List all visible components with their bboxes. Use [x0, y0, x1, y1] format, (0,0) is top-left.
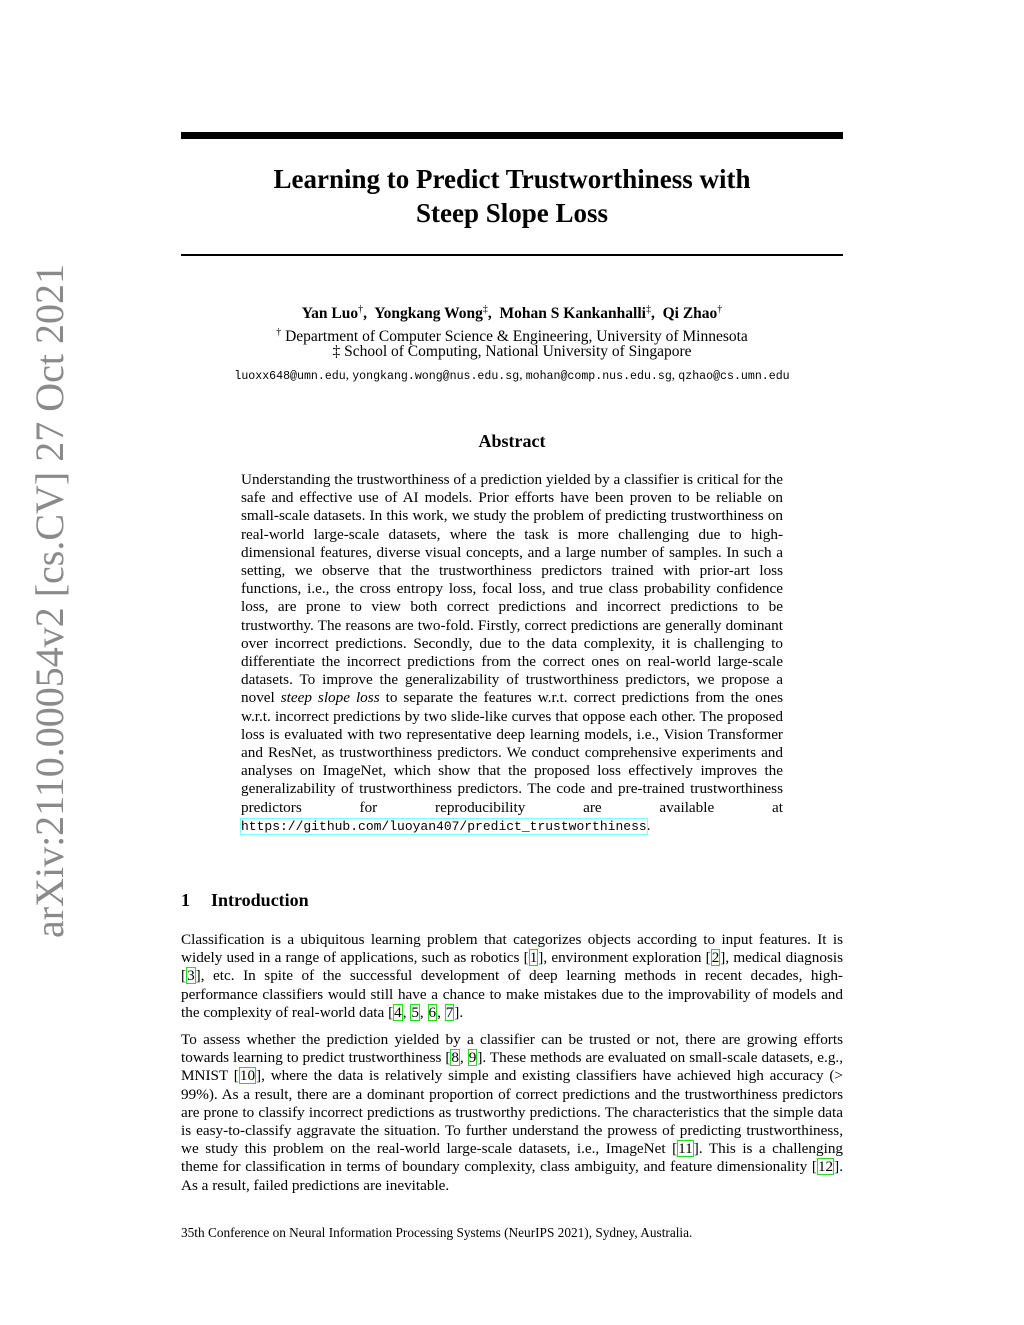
paragraph-text: To assess whether the prediction yielded by a classifier can be trusted or not, there are growing efforts towards learning to predict trustworthiness [: [181, 1031, 843, 1067]
paper-title: [181, 162, 843, 230]
paragraph-text: ], etc. In spite of the successful development of deep learning methods in recent decades, high-performance classifiers would still have a chance to make mistakes due to the improvability of models and the complexity of real-world data [: [181, 967, 843, 1021]
paragraph-text: ]. This is a challenging theme for classification in terms of boundary complexity, class ambiguity, and feature dimensionality [: [181, 1140, 844, 1176]
section-number: 1: [181, 890, 190, 910]
paragraph-text: ]. As a result, failed predictions are inevitable.: [181, 1158, 843, 1194]
abstract-heading: Abstract: [478, 431, 546, 451]
abstract-text: Understanding the trustworthiness of a prediction yielded by a classifier is critical for the safe and effective use of AI models. Prior efforts have been proven to be reliable on small-scale datasets. In this work, we study the problem of predicting trustworthiness on real-world large-scale datasets, where the task is more challenging due to high-dimensional features, diverse visual concepts, and a large number of samples. In such a setting, we observe that the trustworthiness predictors trained with prior-art loss functions, i.e., the cross entropy loss, focal loss, and true class probability confidence loss, are prone to view both correct predictions and incorrect predictions to be trustworthy. The reasons are two-fold. Firstly, correct predictions are generally dominant over incorrect predictions. Secondly, due to the data complexity, it is challenging to differentiate the incorrect predictions from the correct ones on real-world large-scale datasets. To improve the generalizability of trustworthiness predictors, we propose a novel: [241, 471, 783, 707]
author-emails: luoxx648@umn.edu, yongkang.wong@nus.edu.sg, mohan@comp.nus.edu.sg, qzhao@cs.umn.edu: [234, 367, 790, 383]
affiliation-singapore: [181, 342, 843, 362]
citation-link[interactable]: 3: [187, 967, 195, 985]
citation-link[interactable]: 10: [239, 1067, 256, 1085]
title-bottom-rule: [181, 254, 843, 256]
intro-paragraph-2: To assess whether the prediction yielded by a classifier can be trusted or not, there are growing efforts towards learning to predict trustworthiness [8, 9]. These methods are evaluated on small-scale datasets, e.g., MNIST [10], where the data is relatively simple and existing classifiers have achieved high accuracy (> 99%). As a result, there are a dominant proportion of correct predictions and the trustworthiness predictors are prone to classify incorrect predictions as trustworthy predictions. The characteristics that the simple data is easy-to-classify aggravate the situation. To further understand the prowess of predicting trustworthiness, we study this problem on the real-world large-scale datasets, i.e., ImageNet [11]. This is a challenging theme for classification in terms of boundary complexity, class ambiguity, and feature dimensionality [12]. As a result, failed predictions are inevitable.: [181, 1031, 844, 1194]
paragraph-text: ], where the data is relatively simple and existing classifiers have achieved high accuracy (> 99%). As a result, there are a dominant proportion of correct predictions and the trustworthiness predictors are prone to classify incorrect predictions as trustworthy predictions. The characteristics that the simple data is easy-to-classify aggravate the situation. To further understand the prowess of predicting trustworthiness, we study this problem on the real-world large-scale datasets, i.e., ImageNet [: [181, 1067, 843, 1158]
author-mark: ‡: [645, 304, 651, 315]
ddagger-mark: ‡: [332, 343, 341, 360]
paragraph-text: ].: [454, 1003, 464, 1021]
abstract-text: to separate the features w.r.t. correct predictions from the ones w.r.t. incorrect predictions by two slide-like curves that oppose each other. The proposed loss is evaluated with two representative deep learning models, i.e., Vision Transformer and ResNet, as trustworthiness predictors. We conduct comprehensive experiments and analyses on ImageNet, which show that the proposed loss effectively improves the generalizability of trustworthiness predictors. The code and pre-trained trustworthiness predictors for reproducibility are available at: [241, 689, 783, 816]
title-line-1: Learning to Predict Trustworthiness with: [273, 164, 751, 194]
title-top-rule: [181, 132, 843, 139]
dagger-mark: †: [276, 327, 282, 338]
author-name: Yan Luo: [301, 305, 359, 323]
citation-link[interactable]: 4: [394, 1003, 402, 1021]
email[interactable]: luoxx648@umn.edu: [234, 370, 346, 383]
author-mark: †: [717, 304, 723, 315]
citation-link[interactable]: 5: [411, 1003, 419, 1021]
email[interactable]: yongkang.wong@nus.edu.sg: [352, 370, 520, 383]
abstract-body: [241, 471, 783, 836]
paragraph-text: Classification is a ubiquitous learning problem that categorizes objects according to input features. It is widely used in a range of applications, such as robotics [: [181, 931, 843, 967]
title-line-2: Steep Slope Loss: [415, 198, 609, 228]
citation-link[interactable]: 8: [451, 1049, 459, 1067]
citation-link[interactable]: 11: [678, 1140, 693, 1158]
paragraph-text: ]. These methods are evaluated on small-scale datasets, e.g., MNIST [: [181, 1049, 844, 1085]
citation-link[interactable]: 9: [468, 1049, 477, 1067]
section-heading-introduction: [181, 888, 843, 912]
citation-link[interactable]: 12: [817, 1158, 834, 1176]
email[interactable]: mohan@comp.nus.edu.sg: [525, 370, 672, 383]
paragraph-text: ], medical diagnosis [: [181, 949, 843, 985]
author-name: Mohan S Kankanhalli: [499, 305, 646, 323]
author-name: Yongkang Wong: [374, 305, 483, 323]
author-mark: ‡: [482, 304, 488, 315]
affiliation-text: School of Computing, National University of Singapore: [344, 343, 692, 360]
email[interactable]: qzhao@cs.umn.edu: [678, 370, 790, 383]
intro-paragraph-1: Classification is a ubiquitous learning problem that categorizes objects according to input features. It is widely used in a range of applications, such as robotics [1], environment exploration [2], medical diagnosis [3], etc. In spite of the successful development of deep learning methods in recent decades, high-performance classifiers would still have a chance to make mistakes due to the improvability of models and the complexity of real-world data [4, 5, 6, 7].: [181, 931, 843, 1021]
author-mark: †: [358, 304, 364, 315]
conference-footer: 35th Conference on Neural Information Processing Systems (NeurIPS 2021), Sydney, Australia.: [181, 1225, 693, 1240]
arxiv-identifier-stamp: arXiv:2110.00054v2 [cs.CV] 27 Oct 2021: [27, 264, 72, 938]
code-repository-link[interactable]: https://github.com/luoyan407/predict_trustworthiness: [241, 818, 647, 834]
abstract-emphasis: steep slope loss: [280, 689, 380, 707]
abstract-period: .: [646, 816, 651, 834]
section-title: Introduction: [211, 890, 309, 910]
paragraph-text: ], environment exploration [: [538, 949, 711, 967]
citation-link[interactable]: 6: [428, 1003, 437, 1021]
affiliation-text: Department of Computer Science & Engineering, University of Minnesota: [285, 328, 748, 346]
citation-link[interactable]: 2: [711, 949, 720, 967]
author-name: Qi Zhao: [662, 305, 718, 323]
citation-link[interactable]: 1: [529, 949, 538, 967]
author-list: Yan Luo†, Yongkang Wong‡, Mohan S Kankanhalli‡, Qi Zhao†: [301, 304, 723, 323]
citation-link[interactable]: 7: [445, 1003, 454, 1021]
